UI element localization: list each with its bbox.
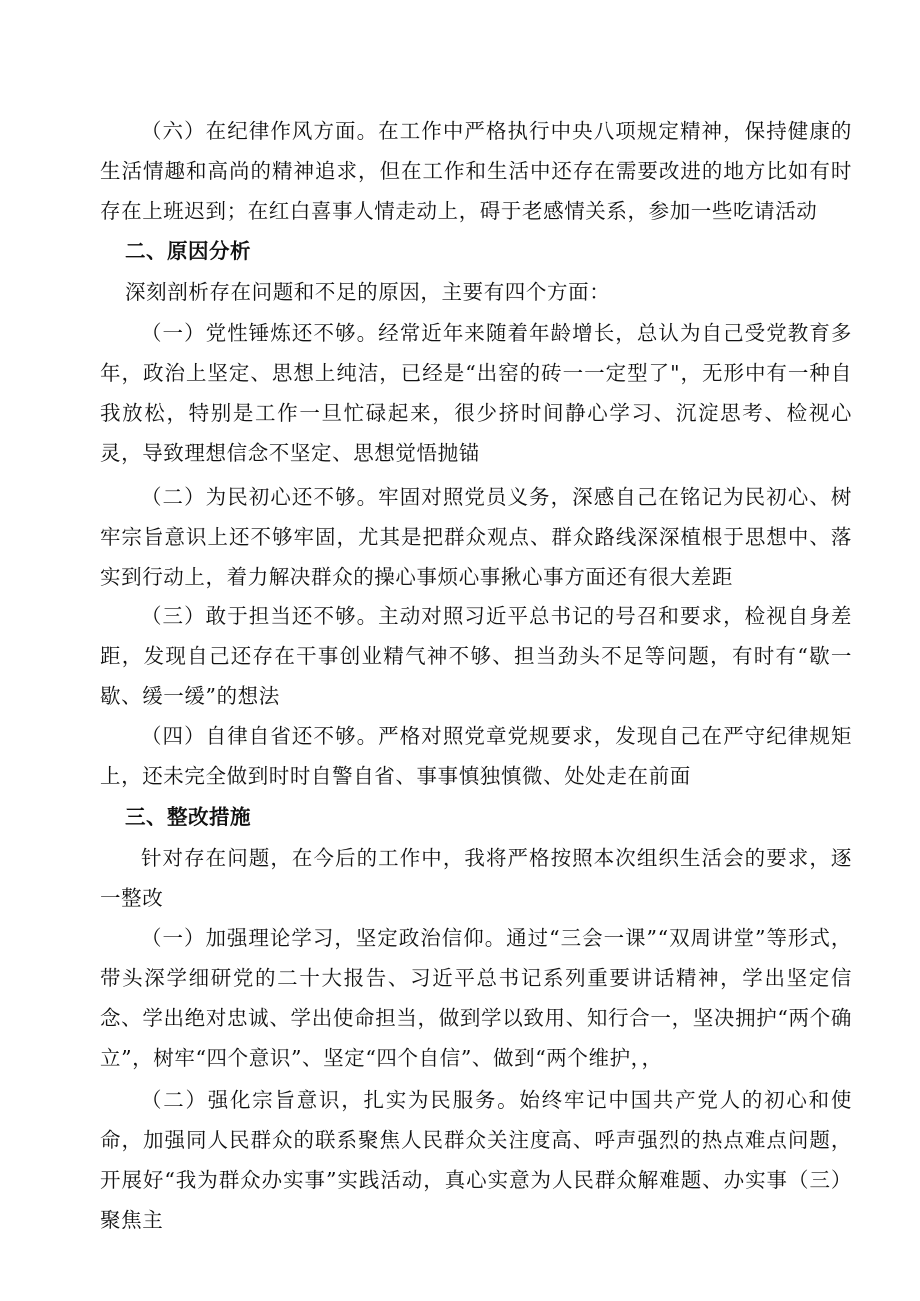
paragraph-discipline: （六）在纪律作风方面。在工作中严格执行中央八项规定精神，保持健康的生活情趣和高尚的精神追求，但在工作和生活中还存在需要改进的地方比如有时存在上班迟到；在红白喜事人情走动上，碍于老感情关系，参加一些吃请活动 xyxy=(100,119,852,223)
paragraph-rectification-intro: 针对存在问题，在今后的工作中，我将严格按照本次组织生活会的要求，逐一整改 xyxy=(100,846,852,910)
paragraph-cause-intro: 深刻剖析存在问题和不足的原因，主要有四个方面： xyxy=(125,280,611,304)
paragraph-cause-2: （二）为民初心还不够。牢固对照党员义务，深感自己在铭记为民初心、树牢宗旨意识上还不够牢固，尤其是把群众观点、群众路线深深植根于思想中、落实到行动上，着力解决群众的操心事烦心事揪心事方面还有很大差距 xyxy=(100,485,852,589)
paragraph-measure-2: （二）强化宗旨意识，扎实为民服务。始终牢记中国共产党人的初心和使命，加强同人民群众的联系聚焦人民群众关注度高、呼声强烈的热点难点问题，开展好“我为群众办实事”实践活动，真心实意为人民群众解难题、办实事（三）聚焦主 xyxy=(100,1088,852,1232)
paragraph-measure-1: （一）加强理论学习，坚定政治信仰。通过“三会一课”“双周讲堂”等形式，带头深学细研党的二十大报告、习近平总书记系列重要讲话精神，学出坚定信念、学出绝对忠诚、学出使命担当，做到学以致用、知行合一，坚决拥护“两个确立”，树牢“四个意识”、坚定“四个自信”、做到“两个维护，， xyxy=(100,926,852,1070)
paragraph-cause-1: （一）党性锤炼还不够。经常近年来随着年龄增长，总认为自己受党教育多年，政治上坚定、思想上纯洁，已经是“出窑的砖一一定型了"，无形中有一种自我放松，特别是工作一旦忙碌起来，很少挤时间静心学习、沉淀思考、检视心灵，导致理想信念不坚定、思想觉悟抛锚 xyxy=(100,321,852,465)
paragraph-cause-3: （三）敢于担当还不够。主动对照习近平总书记的号召和要求，检视自身差距，发现自己还存在干事创业精气神不够、担当劲头不足等问题，有时有“歇一歇、缓一缓”的想法 xyxy=(100,604,852,708)
section-heading-cause-analysis: 二、原因分析 xyxy=(125,239,251,263)
paragraph-cause-4: （四）自律自省还不够。严格对照党章党规要求，发现自己在严守纪律规矩上，还未完全做到时时自警自省、事事慎独慎微、处处走在前面 xyxy=(100,724,852,788)
section-heading-rectification: 三、整改措施 xyxy=(125,805,251,829)
